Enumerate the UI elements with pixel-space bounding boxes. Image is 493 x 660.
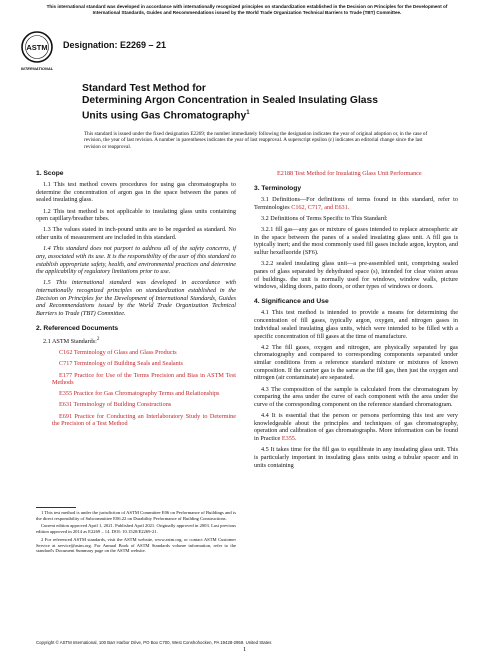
international-standard-notice: This international standard was developed in accordance with internationally recognized principles on standardization established in the Decision on Principles for the Development of International Standards, Guides and Recommendations issued by the World Trade Organization Technical Barriers to Trade (TBT) Committee. xyxy=(46,4,448,15)
paragraph-1-5: 1.5 This international standard was developed in accordance with internationally recognized principles on standardization established in the Decision on Principles for the Development of International Standards, Guides and Recommendations issued by the World Trade Organization Technical Barriers to Trade (TBT) Committee. xyxy=(36,279,236,318)
reference-item[interactable]: E631 Terminology of Building Constructions xyxy=(59,401,172,409)
reference-item[interactable]: E691 Practice for Conducting an Interlaboratory Study to Determine the Precision of a Test Method xyxy=(52,412,237,428)
designation: Designation: E2269 – 21 xyxy=(63,40,167,50)
copyright-notice: Copyright © ASTM International, 100 Barr Harbor Drive, PO Box C700, West Conshohocken, PA 19428-2959. United States xyxy=(36,640,272,645)
reference-list xyxy=(36,349,236,428)
reference-item[interactable]: C717 Terminology of Building Seals and Sealants xyxy=(59,360,183,368)
reference-item[interactable]: E177 Practice for Use of the Terms Precision and Bias in ASTM Test Methods xyxy=(52,371,236,387)
footnote-2: 2 For referenced ASTM standards, visit the ASTM website, www.astm.org, or contact ASTM Customer Service at service@astm.org. For Annual Book of ASTM Standards volume information, refer to the standard's Document Summary page on the ASTM website. xyxy=(36,536,236,554)
page-number: 1 xyxy=(243,646,247,653)
footnote-divider xyxy=(36,507,76,508)
section-heading-scope: 1. Scope xyxy=(36,170,64,177)
section-heading-significance: 4. Significance and Use xyxy=(254,298,329,306)
left-column xyxy=(36,170,236,431)
terminology-links[interactable]: C162, C717, and E631. xyxy=(291,203,350,211)
document-title xyxy=(82,83,442,122)
section-heading-terminology: 3. Terminology xyxy=(254,185,302,193)
paragraph-3-2-2: 3.2.2 sealed insulating glass unit—a pre-assembled unit, comprising sealed panes of glass separated by dehydrated space (s), intended for clear vision areas of buildings. the unit is normally used for windows, window walls, picture windows, sliding doors, patio doors, or other types of windows or doors. xyxy=(254,260,458,291)
logo-text: ASTM xyxy=(26,43,48,52)
footnotes xyxy=(36,510,236,556)
title-line-3: Units using Gas Chromatography$^1$ xyxy=(82,110,250,122)
paragraph-3-1: 3.1 Definitions—For definitions of terms found in this standard, refer to Terminologies C162, C717, and E631. xyxy=(254,196,458,211)
paragraph-4-4: 4.4 It is essential that the person or persons performing this test are very knowledgeable about the principles and techniques of gas chromatography, operation and calibration of gas chromatographs. More information can be found in Practice E355. xyxy=(254,412,458,443)
logo-subtext: INTERNATIONAL xyxy=(20,66,54,71)
paragraph-1-1: 1.1 This test method covers procedures for using gas chromatographs to determine the concentration of argon gas in the space between the panes of sealed insulating glass. xyxy=(36,181,236,204)
paragraph-4-5: 4.5 It takes time for the fill gas to equilibrate in any insulating glass unit. This is particularly important in insulating glass units using a tubular spacer and in units containing xyxy=(254,446,458,469)
footnote-1: 1 This test method is under the jurisdiction of ASTM Committee E06 on Performance of Buildings and is the direct responsibility of Subcommittee E06.22 on Durability Performance of Building Constructions. xyxy=(36,510,236,521)
paragraph-3-2-1: 3.2.1 fill gas—any gas or mixture of gases intended to replace atmospheric air in the space between the panes of a sealed insulating glass unit. A fill gas is typically inert; and the most commonly used fill gases include argon, krypton, and sulfur hexafluoride (SF6). xyxy=(254,225,458,257)
paragraph-3-2: 3.2 Definitions of Terms Specific to This Standard: xyxy=(261,214,388,222)
paragraph-4-2: 4.2 The fill gases, oxygen and nitrogen, are physically separated by gas chromatography and compared to corresponding components separated under similar conditions from a reference standard mixture or mixtures of known composition. If the carrier gas is the same as the fill gas, then just the oxygen and nitrogen (air contaminate) are separated. xyxy=(254,343,458,382)
reference-item[interactable]: E2188 Test Method for Insulating Glass Unit Performance xyxy=(277,170,422,177)
title-line-2: Determining Argon Concentration in Sealed Insulating Glass xyxy=(82,95,378,106)
reference-item[interactable]: C162 Terminology of Glass and Glass Products xyxy=(59,349,177,357)
paragraph-1-3: 1.3 The values stated in inch-pound units are to be regarded as standard. No other units of measurement are included in this standard. xyxy=(36,226,236,241)
reference-item[interactable]: E355 Practice for Gas Chromatography Terms and Relationships xyxy=(59,390,220,398)
paragraph-1-2: 1.2 This test method is not applicable to insulating glass units containing open capillary/breather tubes. xyxy=(36,207,236,223)
astm-logo xyxy=(20,30,54,78)
title-line-1: Standard Test Method for xyxy=(82,83,206,94)
paragraph-1-4: 1.4 This standard does not purport to address all of the safety concerns, if any, associated with its use. It is the responsibility of the user of this standard to establish appropriate safety, health, and environmental practices and determine the applicability of regulatory limitations prior to use. xyxy=(36,245,236,276)
title-footnote-mark: 1 xyxy=(246,110,250,116)
paragraph-2-1: 2.1 ASTM Standards:$^2$ xyxy=(43,336,100,346)
paragraph-4-1: 4.1 This test method is intended to provide a means for determining the concentration of fill gases, typically argon, oxygen, and nitrogen gases in individual sealed insulating glass units, which were intended to be filled with a specific concentration of fill gases at the time of manufacture. xyxy=(254,309,458,340)
e355-link[interactable]: E355. xyxy=(281,435,297,443)
footnote-1-edition: Current edition approved April 1, 2021. Published April 2021. Originally approved in 2003. Last previous edition approved in 2014 as E2269 – 14. DOI: 10.1520/E2269-21. xyxy=(36,523,236,535)
paragraph-4-3: 4.3 The composition of the sample is calculated from the chromatogram by comparing the area under the curve of each component with the area under the curve of the corresponding component on the reference standard chromatogram. xyxy=(254,385,458,408)
right-column xyxy=(254,170,458,473)
section-heading-referenced-documents: 2. Referenced Documents xyxy=(36,325,119,333)
issue-note: This standard is issued under the fixed designation E2269; the number immediately following the designation indicates the year of original adoption or, in the case of revision, the year of last revision. A number in parentheses indicates the year of last reapproval. A superscript epsilon (ε) indicates an editorial change since the last revision or reapproval. xyxy=(84,131,428,150)
